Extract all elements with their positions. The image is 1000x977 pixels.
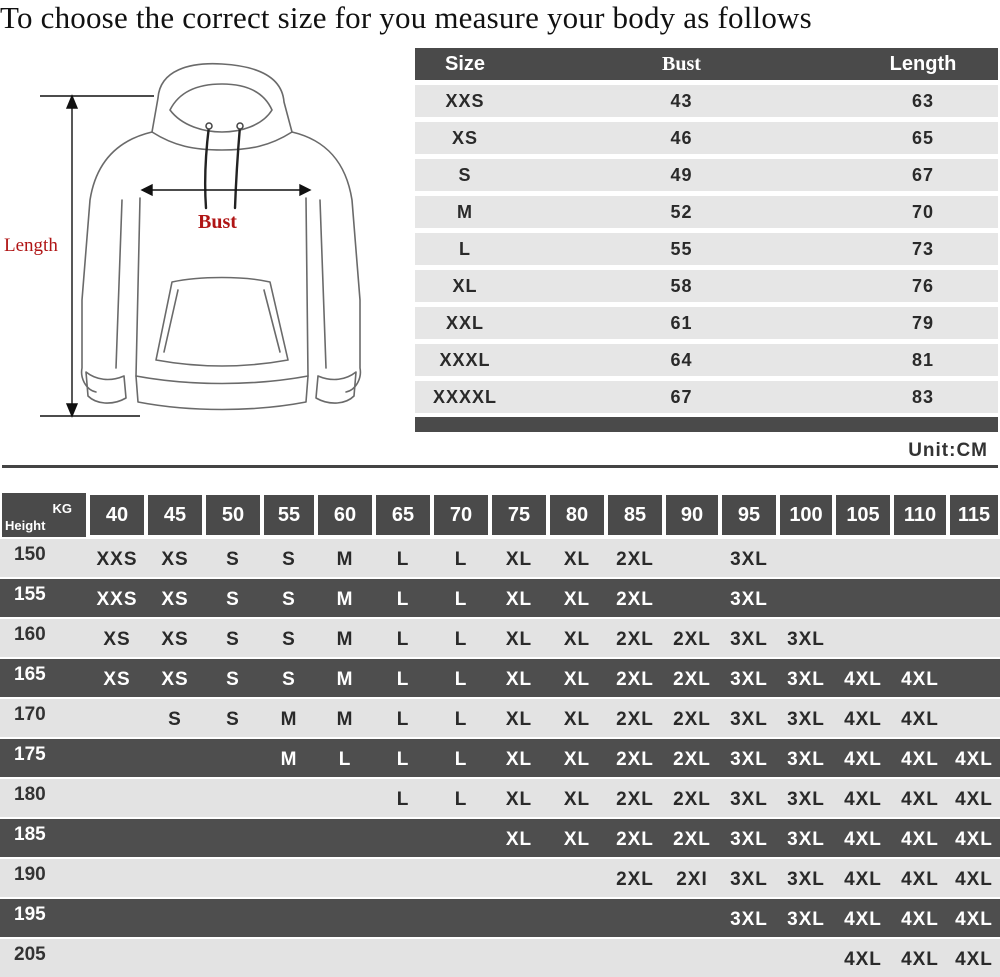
length-cell: 65 <box>911 127 935 148</box>
size-recommendation-cell: 4XL <box>844 829 882 850</box>
size-recommendation-cell: 2XL <box>616 709 654 730</box>
size-recommendation-cell: 4XL <box>955 789 993 810</box>
size-header: Size <box>444 52 486 75</box>
size-recommendation-cell: L <box>454 549 468 570</box>
size-recommendation-cell: XL <box>505 829 533 850</box>
bust-cell: 43 <box>670 90 693 111</box>
size-recommendation-cell: L <box>396 749 410 770</box>
height-cell: 205 <box>14 944 46 965</box>
height-cell: 175 <box>14 744 46 765</box>
size-recommendation-cell: XXS <box>96 549 138 570</box>
size-recommendation-cell: 4XL <box>844 869 882 890</box>
bust-cell: 67 <box>670 386 693 407</box>
size-cell: XL <box>452 275 478 296</box>
size-recommendation-cell: L <box>454 669 468 690</box>
weight-header-cell: 60 <box>318 495 372 535</box>
size-recommendation-cell: 3XL <box>787 789 825 810</box>
size-recommendation-cell: 4XL <box>901 949 939 970</box>
height-row <box>0 939 1000 977</box>
size-recommendation-cell: 3XL <box>787 749 825 770</box>
height-row <box>0 779 1000 817</box>
size-recommendation-cell: S <box>226 549 240 570</box>
size-recommendation-cell: L <box>454 709 468 730</box>
size-recommendation-cell: 3XL <box>730 549 768 570</box>
size-recommendation-cell: S <box>226 709 240 730</box>
size-recommendation-cell: L <box>454 789 468 810</box>
length-cell: 73 <box>911 238 935 259</box>
size-recommendation-cell: 2XL <box>673 629 711 650</box>
page-title: To choose the correct size for you measure your body as follows <box>0 0 812 35</box>
bust-cell: 46 <box>670 127 693 148</box>
size-recommendation-cell: 3XL <box>730 669 768 690</box>
size-recommendation-cell: 2XL <box>616 669 654 690</box>
size-recommendation-cell: 2XL <box>673 669 711 690</box>
length-cell: 81 <box>911 349 935 370</box>
height-row <box>0 539 1000 577</box>
size-recommendation-cell: 4XL <box>955 749 993 770</box>
weight-header-cell: 110 <box>894 495 946 535</box>
size-recommendation-cell: M <box>336 629 354 650</box>
size-recommendation-cell: 4XL <box>955 909 993 930</box>
size-recommendation-cell: L <box>396 589 410 610</box>
size-recommendation-cell: 2XL <box>616 549 654 570</box>
weight-header-cell: 55 <box>264 495 314 535</box>
height-cell: 185 <box>14 824 46 845</box>
size-recommendation-cell: XL <box>505 669 533 690</box>
length-label: Length <box>4 235 58 256</box>
length-cell: 63 <box>911 90 935 111</box>
size-recommendation-cell: S <box>282 669 296 690</box>
size-recommendation-cell: XL <box>563 629 591 650</box>
size-recommendation-cell: XS <box>103 629 131 650</box>
height-row <box>0 619 1000 657</box>
size-cell: XXXL <box>439 349 491 370</box>
size-table-row <box>415 307 998 339</box>
height-cell: 180 <box>14 784 46 805</box>
size-recommendation-cell: XL <box>563 709 591 730</box>
size-recommendation-cell: 3XL <box>730 749 768 770</box>
size-recommendation-cell: 2XL <box>673 749 711 770</box>
size-recommendation-cell: S <box>168 709 182 730</box>
size-recommendation-cell: S <box>282 549 296 570</box>
length-cell: 67 <box>911 164 935 185</box>
size-recommendation-cell: L <box>396 629 410 650</box>
size-recommendation-cell: XS <box>161 629 189 650</box>
size-recommendation-cell: M <box>280 749 298 770</box>
size-recommendation-cell: S <box>282 589 296 610</box>
size-recommendation-cell: 2XL <box>616 789 654 810</box>
weight-header-cell: 90 <box>666 495 718 535</box>
size-recommendation-cell: S <box>226 589 240 610</box>
size-recommendation-cell: 4XL <box>901 709 939 730</box>
size-recommendation-cell: XXS <box>96 589 138 610</box>
size-recommendation-cell: XL <box>505 589 533 610</box>
length-cell: 79 <box>911 312 935 333</box>
size-recommendation-cell: M <box>336 549 354 570</box>
bust-cell: 49 <box>670 164 693 185</box>
size-recommendation-cell: 3XL <box>730 869 768 890</box>
size-recommendation-cell: 4XL <box>844 789 882 810</box>
size-recommendation-cell: L <box>338 749 352 770</box>
size-recommendation-cell: L <box>454 589 468 610</box>
size-recommendation-cell: 4XL <box>844 949 882 970</box>
size-recommendation-cell: 4XL <box>955 949 993 970</box>
height-row <box>0 739 1000 777</box>
size-recommendation-cell: 2XL <box>616 869 654 890</box>
height-cell: 160 <box>14 624 46 645</box>
height-row <box>0 579 1000 617</box>
height-cell: 150 <box>14 544 46 565</box>
size-recommendation-cell: 4XL <box>901 869 939 890</box>
size-recommendation-cell: 2XL <box>673 829 711 850</box>
weight-header-cell: 85 <box>608 495 662 535</box>
size-recommendation-cell: 4XL <box>901 669 939 690</box>
size-recommendation-cell: 3XL <box>730 789 768 810</box>
weight-header-row <box>0 493 1000 537</box>
size-recommendation-cell: XL <box>563 669 591 690</box>
size-cell: XXL <box>445 312 484 333</box>
height-label: Height <box>5 518 46 533</box>
size-recommendation-cell: XL <box>563 589 591 610</box>
weight-header-cell: 75 <box>492 495 546 535</box>
length-header: Length <box>889 52 957 75</box>
size-recommendation-cell: 3XL <box>787 629 825 650</box>
weight-height-chart <box>0 493 1000 977</box>
size-recommendation-cell: 3XL <box>730 629 768 650</box>
size-cell: S <box>458 164 472 185</box>
size-recommendation-cell: 3XL <box>730 709 768 730</box>
size-table <box>415 48 998 413</box>
size-recommendation-cell: L <box>454 749 468 770</box>
size-recommendation-cell: XS <box>161 549 189 570</box>
weight-header-cell: 50 <box>206 495 260 535</box>
bust-cell: 58 <box>670 275 693 296</box>
size-recommendation-cell: L <box>396 709 410 730</box>
size-recommendation-cell: S <box>226 669 240 690</box>
size-table-row <box>415 381 998 413</box>
height-cell: 165 <box>14 664 46 685</box>
size-recommendation-cell: XS <box>103 669 131 690</box>
size-recommendation-cell: 3XL <box>730 829 768 850</box>
size-recommendation-cell: 4XL <box>901 749 939 770</box>
height-row <box>0 659 1000 697</box>
size-recommendation-cell: XL <box>505 709 533 730</box>
size-recommendation-cell: 4XL <box>844 669 882 690</box>
size-recommendation-cell: 2XL <box>673 709 711 730</box>
size-recommendation-cell: 2XL <box>616 629 654 650</box>
height-cell: 170 <box>14 704 46 725</box>
size-recommendation-cell: 3XL <box>787 909 825 930</box>
size-recommendation-cell: M <box>280 709 298 730</box>
size-recommendation-cell: 3XL <box>730 909 768 930</box>
height-cell: 195 <box>14 904 46 925</box>
length-cell: 83 <box>911 386 935 407</box>
size-recommendation-cell: 4XL <box>844 709 882 730</box>
size-recommendation-cell: 4XL <box>901 789 939 810</box>
size-recommendation-cell: S <box>226 629 240 650</box>
size-recommendation-cell: XL <box>563 829 591 850</box>
height-row <box>0 819 1000 857</box>
size-recommendation-cell: 2XL <box>616 749 654 770</box>
size-cell: L <box>459 238 471 259</box>
kg-label: KG <box>52 501 72 516</box>
size-recommendation-cell: M <box>336 589 354 610</box>
size-recommendation-cell: M <box>336 669 354 690</box>
weight-header-cell: 115 <box>950 495 998 535</box>
size-table-footer-bar <box>415 417 998 432</box>
size-table-row <box>415 270 998 302</box>
height-cell: 155 <box>14 584 46 605</box>
size-recommendation-cell: XL <box>563 749 591 770</box>
size-recommendation-cell: 4XL <box>955 869 993 890</box>
size-cell: XS <box>451 127 478 148</box>
size-recommendation-cell: 2XL <box>673 789 711 810</box>
unit-label: Unit:CM <box>908 440 988 461</box>
size-recommendation-cell: 4XL <box>844 909 882 930</box>
length-cell: 70 <box>911 201 935 222</box>
bust-cell: 55 <box>670 238 693 259</box>
size-recommendation-cell: 4XL <box>901 909 939 930</box>
size-recommendation-cell: 3XL <box>787 829 825 850</box>
size-recommendation-cell: XL <box>563 789 591 810</box>
size-table-row <box>415 122 998 154</box>
size-recommendation-cell: 2XL <box>616 829 654 850</box>
bust-cell: 61 <box>670 312 693 333</box>
size-recommendation-cell: 2XL <box>616 589 654 610</box>
weight-header-cell: 65 <box>376 495 430 535</box>
size-recommendation-cell: 3XL <box>787 709 825 730</box>
size-recommendation-cell: XL <box>505 549 533 570</box>
length-cell: 76 <box>911 275 935 296</box>
size-table-row <box>415 85 998 117</box>
size-recommendation-cell: 3XL <box>787 869 825 890</box>
size-recommendation-cell: 2XI <box>676 869 708 890</box>
size-recommendation-cell: XS <box>161 589 189 610</box>
weight-height-rows <box>0 539 1000 977</box>
height-row <box>0 859 1000 897</box>
weight-header-cell: 95 <box>722 495 776 535</box>
bust-header: Bust <box>662 52 701 75</box>
size-recommendation-cell: M <box>336 709 354 730</box>
hoodie-illustration <box>0 50 410 430</box>
size-table-header <box>415 48 998 80</box>
size-recommendation-cell: 4XL <box>844 749 882 770</box>
weight-header-cell: 105 <box>836 495 890 535</box>
weight-header-cell: 70 <box>434 495 488 535</box>
size-table-row <box>415 233 998 265</box>
bust-cell: 52 <box>670 201 693 222</box>
weight-header-cell: 45 <box>148 495 202 535</box>
size-cell: M <box>457 201 473 222</box>
weight-header-cell: 40 <box>90 495 144 535</box>
weight-header-cell: 100 <box>780 495 832 535</box>
size-recommendation-cell: L <box>396 549 410 570</box>
height-row <box>0 899 1000 937</box>
weight-header-cell: 80 <box>550 495 604 535</box>
height-cell: 190 <box>14 864 46 885</box>
size-cell: XXS <box>445 90 485 111</box>
height-row <box>0 699 1000 737</box>
size-recommendation-cell: 3XL <box>730 589 768 610</box>
size-cell: XXXXL <box>432 386 498 407</box>
corner-cell <box>2 493 86 537</box>
size-table-body <box>415 85 998 413</box>
size-recommendation-cell: L <box>454 629 468 650</box>
size-recommendation-cell: 4XL <box>955 829 993 850</box>
size-table-row <box>415 159 998 191</box>
section-divider <box>2 465 998 468</box>
size-table-row <box>415 344 998 376</box>
bust-label: Bust <box>198 211 237 233</box>
size-recommendation-cell: XL <box>563 549 591 570</box>
size-table-row <box>415 196 998 228</box>
size-recommendation-cell: L <box>396 789 410 810</box>
bust-cell: 64 <box>670 349 693 370</box>
size-recommendation-cell: XS <box>161 669 189 690</box>
size-recommendation-cell: S <box>282 629 296 650</box>
size-recommendation-cell: 4XL <box>901 829 939 850</box>
size-recommendation-cell: L <box>396 669 410 690</box>
size-recommendation-cell: XL <box>505 789 533 810</box>
size-recommendation-cell: XL <box>505 749 533 770</box>
size-recommendation-cell: XL <box>505 629 533 650</box>
size-recommendation-cell: 3XL <box>787 669 825 690</box>
